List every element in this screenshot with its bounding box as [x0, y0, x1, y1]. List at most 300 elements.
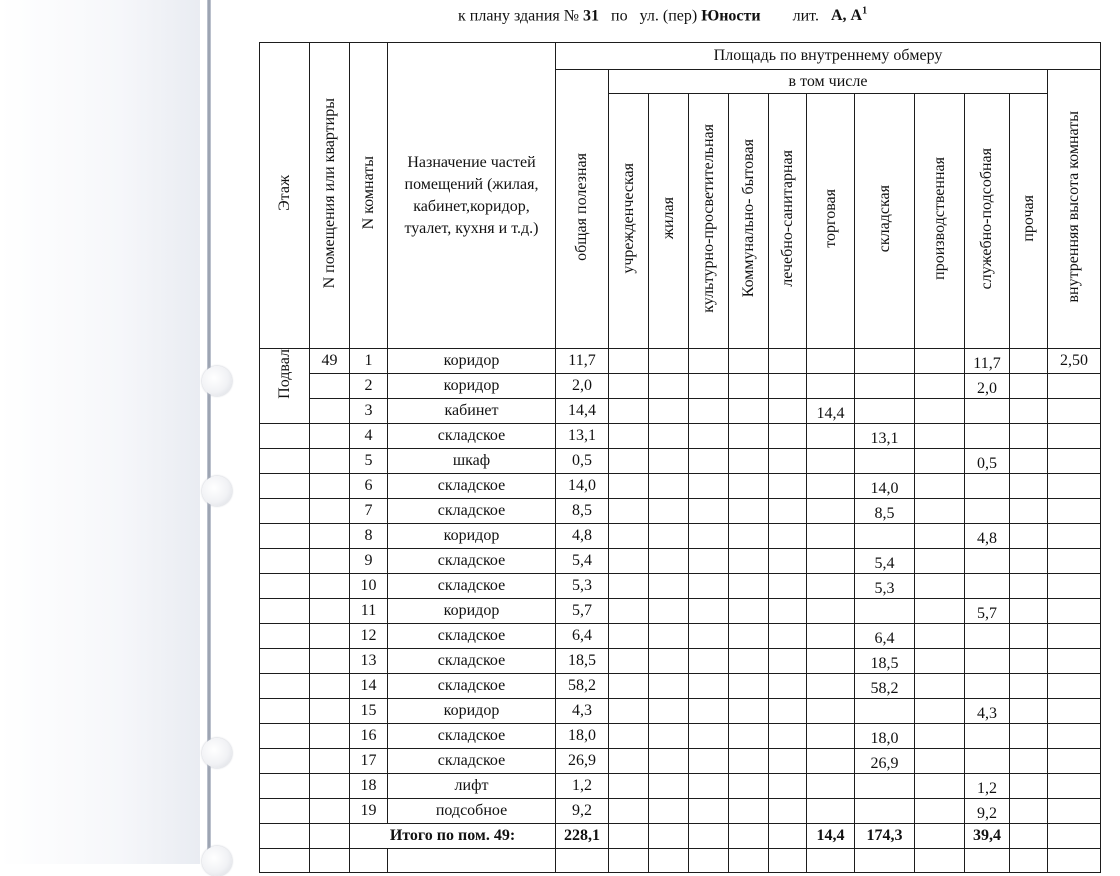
production-area-cell	[915, 749, 965, 774]
empty-area-cell	[729, 599, 769, 624]
empty-area-cell	[729, 374, 769, 399]
purpose-cell: кабинет	[388, 399, 556, 424]
empty-area-cell	[609, 749, 649, 774]
empty-area-cell	[689, 524, 729, 549]
height-cell	[1048, 474, 1101, 499]
empty-area-cell	[729, 449, 769, 474]
empty-area-cell	[649, 399, 689, 424]
other-area-cell	[1010, 649, 1048, 674]
building-number: 31	[583, 7, 600, 25]
room-number-cell: 18	[350, 774, 388, 799]
empty-area-cell	[649, 574, 689, 599]
empty-area-cell	[769, 349, 807, 374]
empty-area-cell	[649, 349, 689, 374]
table-row	[260, 524, 1101, 549]
storage-area-cell: 58,2	[855, 674, 915, 699]
room-number-cell: 10	[350, 574, 388, 599]
production-area-cell	[915, 624, 965, 649]
apartment-number-cell	[310, 724, 350, 749]
empty-cell	[965, 848, 1010, 873]
empty-area-cell	[649, 449, 689, 474]
storage-area-cell	[855, 374, 915, 399]
room-number-cell: 1	[350, 349, 388, 374]
empty-area-cell	[609, 649, 649, 674]
production-area-cell	[915, 374, 965, 399]
empty-area-cell	[769, 749, 807, 774]
production-area-cell	[915, 599, 965, 624]
service-area-cell	[965, 674, 1010, 699]
empty-area-cell	[649, 699, 689, 724]
service-area-cell	[965, 649, 1010, 674]
table-row	[260, 674, 1101, 699]
empty-cell	[689, 848, 729, 873]
total-area-cell: 0,5	[556, 449, 609, 474]
col-header-storage: складская	[855, 94, 915, 349]
storage-area-cell: 5,3	[855, 574, 915, 599]
apartment-number-cell	[310, 374, 350, 399]
empty-area-cell	[769, 374, 807, 399]
trade-area-cell	[807, 349, 855, 374]
trade-area-cell	[807, 549, 855, 574]
floor-cell	[260, 674, 310, 699]
room-number-cell: 2	[350, 374, 388, 399]
apartment-number-cell	[310, 424, 350, 449]
empty-area-cell	[609, 349, 649, 374]
explication-table	[259, 42, 1101, 873]
empty-area-cell	[769, 624, 807, 649]
height-cell: 2,50	[1048, 349, 1101, 374]
service-area-cell	[965, 749, 1010, 774]
total-area-cell: 5,3	[556, 574, 609, 599]
empty-area-cell	[769, 649, 807, 674]
empty-area-cell	[729, 424, 769, 449]
other-area-cell	[1010, 624, 1048, 649]
apartment-number-cell: 49	[310, 349, 350, 374]
production-area-cell	[915, 399, 965, 424]
totals-row	[260, 824, 1101, 849]
other-area-cell	[1010, 824, 1048, 849]
empty-area-cell	[649, 724, 689, 749]
purpose-cell: коридор	[388, 599, 556, 624]
purpose-cell: складское	[388, 574, 556, 599]
floor-cell	[260, 824, 310, 849]
other-area-cell	[1010, 774, 1048, 799]
floor-cell	[260, 474, 310, 499]
floor-cell	[260, 624, 310, 649]
table-row	[260, 574, 1101, 599]
empty-area-cell	[729, 549, 769, 574]
total-area-cell: 1,2	[556, 774, 609, 799]
total-area-cell: 18,0	[556, 724, 609, 749]
empty-area-cell	[609, 774, 649, 799]
table-row	[260, 749, 1101, 774]
col-header-trade: торговая	[807, 94, 855, 349]
production-area-cell	[915, 824, 965, 849]
empty-area-cell	[769, 699, 807, 724]
empty-area-cell	[649, 374, 689, 399]
other-area-cell	[1010, 474, 1048, 499]
empty-cell	[1048, 848, 1101, 873]
other-area-cell	[1010, 749, 1048, 774]
service-area-cell	[965, 499, 1010, 524]
table-row	[260, 724, 1101, 749]
empty-area-cell	[649, 749, 689, 774]
production-area-cell	[915, 424, 965, 449]
storage-area-cell: 18,0	[855, 724, 915, 749]
empty-cell	[729, 848, 769, 873]
room-number-cell: 3	[350, 399, 388, 424]
total-area-cell: 14,4	[556, 399, 609, 424]
other-area-cell	[1010, 374, 1048, 399]
storage-area-cell	[855, 799, 915, 824]
height-cell	[1048, 799, 1101, 824]
apartment-number-cell	[310, 774, 350, 799]
empty-area-cell	[649, 549, 689, 574]
empty-cell	[649, 848, 689, 873]
col-header-household: Коммунально- бытовая	[729, 94, 769, 349]
empty-cell	[855, 848, 915, 873]
apartment-number-cell	[310, 499, 350, 524]
purpose-cell: складское	[388, 424, 556, 449]
total-area-cell: 5,4	[556, 549, 609, 574]
floor-cell	[260, 799, 310, 824]
empty-area-cell	[689, 624, 729, 649]
service-area-cell	[965, 724, 1010, 749]
binder-edge	[207, 0, 211, 864]
production-area-cell	[915, 774, 965, 799]
floor-cell	[260, 574, 310, 599]
empty-cell	[769, 848, 807, 873]
total-area-cell: 8,5	[556, 499, 609, 524]
room-number-cell: 17	[350, 749, 388, 774]
col-header-production: производственная	[915, 94, 965, 349]
table-row	[260, 474, 1101, 499]
empty-area-cell	[729, 399, 769, 424]
production-area-cell	[915, 549, 965, 574]
empty-area-cell	[609, 574, 649, 599]
total-area-cell: 9,2	[556, 799, 609, 824]
empty-area-cell	[689, 449, 729, 474]
room-number-cell: 9	[350, 549, 388, 574]
other-area-cell	[1010, 499, 1048, 524]
punch-hole	[202, 366, 232, 396]
height-cell	[1048, 574, 1101, 599]
table-row	[260, 399, 1101, 424]
trade-area-cell	[807, 624, 855, 649]
empty-area-cell	[689, 749, 729, 774]
production-area-cell	[915, 699, 965, 724]
empty-cell	[609, 848, 649, 873]
lit-value: А, $А^1$	[830, 6, 868, 25]
height-cell	[1048, 449, 1101, 474]
height-cell	[1048, 399, 1101, 424]
empty-area-cell	[769, 674, 807, 699]
purpose-cell: складское	[388, 499, 556, 524]
empty-area-cell	[609, 524, 649, 549]
table-body	[260, 349, 1101, 873]
total-area-cell: 6,4	[556, 624, 609, 649]
empty-area-cell	[689, 374, 729, 399]
empty-area-cell	[729, 699, 769, 724]
floor-cell	[260, 649, 310, 674]
header-po: по	[611, 7, 628, 25]
empty-area-cell	[689, 349, 729, 374]
empty-cell	[556, 848, 609, 873]
empty-area-cell	[689, 799, 729, 824]
production-area-cell	[915, 449, 965, 474]
col-header-cultural: культурно-просветительная	[689, 94, 729, 349]
total-area-cell: 2,0	[556, 374, 609, 399]
production-area-cell	[915, 674, 965, 699]
height-cell	[1048, 774, 1101, 799]
table-row	[260, 449, 1101, 474]
service-area-cell	[965, 624, 1010, 649]
height-cell	[1048, 424, 1101, 449]
apartment-number-cell	[310, 624, 350, 649]
height-cell	[1048, 749, 1101, 774]
empty-area-cell	[609, 424, 649, 449]
floor-cell	[260, 449, 310, 474]
service-area-cell: 2,0	[965, 374, 1010, 399]
empty-area-cell	[609, 474, 649, 499]
empty-area-cell	[649, 774, 689, 799]
purpose-cell: шкаф	[388, 449, 556, 474]
height-cell	[1048, 624, 1101, 649]
empty-row	[260, 848, 1101, 873]
trade-area-cell: 14,4	[807, 399, 855, 424]
trade-area-sum: 14,4	[807, 824, 855, 849]
street-prefix: ул. (пер)	[639, 7, 698, 25]
empty-area-cell	[609, 399, 649, 424]
service-area-sum: 39,4	[965, 824, 1010, 849]
purpose-cell: складское	[388, 624, 556, 649]
table-row	[260, 599, 1101, 624]
production-area-cell	[915, 474, 965, 499]
apartment-number-cell	[310, 824, 350, 849]
empty-area-cell	[729, 749, 769, 774]
service-area-cell	[965, 399, 1010, 424]
empty-area-cell	[689, 399, 729, 424]
empty-area-cell	[729, 499, 769, 524]
storage-area-cell: 13,1	[855, 424, 915, 449]
col-header-medical: лечебно-санитарная	[769, 94, 807, 349]
production-area-cell	[915, 724, 965, 749]
floor-cell	[260, 774, 310, 799]
total-area-sum: 228,1	[556, 824, 609, 849]
apartment-number-cell	[310, 449, 350, 474]
service-area-cell: 5,7	[965, 599, 1010, 624]
empty-area-cell	[769, 824, 807, 849]
total-area-cell: 14,0	[556, 474, 609, 499]
purpose-cell: коридор	[388, 374, 556, 399]
col-header-room-number: N комнаты	[350, 43, 388, 349]
height-cell	[1048, 699, 1101, 724]
empty-area-cell	[689, 674, 729, 699]
other-area-cell	[1010, 674, 1048, 699]
floor-name: Подвал	[275, 349, 293, 399]
storage-area-cell	[855, 399, 915, 424]
empty-area-cell	[769, 499, 807, 524]
room-number-cell: 4	[350, 424, 388, 449]
empty-area-cell	[689, 724, 729, 749]
production-area-cell	[915, 524, 965, 549]
empty-area-cell	[769, 474, 807, 499]
apartment-number-cell	[310, 399, 350, 424]
table-row	[260, 774, 1101, 799]
table-row	[260, 499, 1101, 524]
total-area-cell: 4,3	[556, 699, 609, 724]
purpose-cell: коридор	[388, 349, 556, 374]
room-number-cell: 8	[350, 524, 388, 549]
empty-area-cell	[729, 349, 769, 374]
trade-area-cell	[807, 499, 855, 524]
service-area-cell	[965, 549, 1010, 574]
empty-cell	[915, 848, 965, 873]
empty-area-cell	[649, 424, 689, 449]
empty-area-cell	[729, 624, 769, 649]
service-area-cell: 1,2	[965, 774, 1010, 799]
storage-area-cell: 8,5	[855, 499, 915, 524]
other-area-cell	[1010, 424, 1048, 449]
empty-area-cell	[769, 449, 807, 474]
floor-cell	[260, 724, 310, 749]
floor-cell	[260, 699, 310, 724]
empty-area-cell	[769, 724, 807, 749]
empty-area-cell	[689, 474, 729, 499]
empty-area-cell	[609, 799, 649, 824]
empty-area-cell	[649, 649, 689, 674]
empty-area-cell	[609, 449, 649, 474]
storage-area-cell	[855, 699, 915, 724]
table-row	[260, 624, 1101, 649]
trade-area-cell	[807, 799, 855, 824]
empty-area-cell	[729, 524, 769, 549]
empty-area-cell	[769, 599, 807, 624]
empty-area-cell	[649, 524, 689, 549]
empty-area-cell	[609, 374, 649, 399]
production-area-cell	[915, 574, 965, 599]
production-area-cell	[915, 799, 965, 824]
empty-area-cell	[649, 799, 689, 824]
purpose-cell: складское	[388, 549, 556, 574]
room-number-cell: 6	[350, 474, 388, 499]
trade-area-cell	[807, 649, 855, 674]
total-area-cell: 18,5	[556, 649, 609, 674]
trade-area-cell	[807, 674, 855, 699]
totals-label: Итого по пом. 49:	[350, 824, 556, 849]
table-row	[260, 799, 1101, 824]
trade-area-cell	[807, 749, 855, 774]
height-cell	[1048, 374, 1101, 399]
room-number-cell: 19	[350, 799, 388, 824]
table-row	[260, 699, 1101, 724]
height-cell	[1048, 824, 1101, 849]
height-cell	[1048, 599, 1101, 624]
storage-area-cell	[855, 774, 915, 799]
empty-area-cell	[609, 599, 649, 624]
empty-area-cell	[609, 699, 649, 724]
other-area-cell	[1010, 599, 1048, 624]
apartment-number-cell	[310, 749, 350, 774]
production-area-cell	[915, 349, 965, 374]
punch-hole	[202, 846, 232, 876]
col-header-height: внутренняя высота комнаты	[1048, 70, 1101, 349]
floor-cell	[260, 349, 310, 424]
service-area-cell	[965, 574, 1010, 599]
other-area-cell	[1010, 449, 1048, 474]
empty-area-cell	[689, 824, 729, 849]
empty-area-cell	[729, 574, 769, 599]
total-area-cell: 58,2	[556, 674, 609, 699]
empty-area-cell	[729, 674, 769, 699]
storage-area-cell: 26,9	[855, 749, 915, 774]
floor-cell	[260, 599, 310, 624]
header-prefix: к плану здания №	[458, 7, 580, 25]
other-area-cell	[1010, 574, 1048, 599]
height-cell	[1048, 674, 1101, 699]
empty-area-cell	[729, 474, 769, 499]
trade-area-cell	[807, 724, 855, 749]
storage-area-cell	[855, 599, 915, 624]
empty-area-cell	[769, 549, 807, 574]
purpose-cell: лифт	[388, 774, 556, 799]
room-number-cell: 15	[350, 699, 388, 724]
floor-cell	[260, 424, 310, 449]
trade-area-cell	[807, 574, 855, 599]
production-area-cell	[915, 649, 965, 674]
storage-area-cell: 6,4	[855, 624, 915, 649]
empty-area-cell	[769, 799, 807, 824]
purpose-cell: складское	[388, 649, 556, 674]
empty-area-cell	[649, 824, 689, 849]
room-number-cell: 5	[350, 449, 388, 474]
height-cell	[1048, 549, 1101, 574]
col-header-including: в том числе	[609, 70, 1048, 94]
punch-hole	[202, 476, 232, 506]
service-area-cell: 0,5	[965, 449, 1010, 474]
other-area-cell	[1010, 799, 1048, 824]
other-area-cell	[1010, 524, 1048, 549]
service-area-cell: 4,3	[965, 699, 1010, 724]
col-header-floor: Этаж	[260, 43, 310, 349]
apartment-number-cell	[310, 674, 350, 699]
empty-area-cell	[689, 774, 729, 799]
total-area-cell: 26,9	[556, 749, 609, 774]
col-header-purpose: Назначение частей помещений (жилая, кабинет,коридор, туалет, кухня и т.д.)	[388, 43, 556, 349]
floor-cell	[260, 749, 310, 774]
empty-area-cell	[649, 599, 689, 624]
service-area-cell: 11,7	[965, 349, 1010, 374]
apartment-number-cell	[310, 474, 350, 499]
trade-area-cell	[807, 774, 855, 799]
punch-hole	[202, 738, 232, 768]
empty-area-cell	[689, 549, 729, 574]
floor-cell	[260, 499, 310, 524]
trade-area-cell	[807, 424, 855, 449]
empty-area-cell	[689, 649, 729, 674]
empty-cell	[350, 848, 388, 873]
storage-area-sum: 174,3	[855, 824, 915, 849]
purpose-cell: складское	[388, 749, 556, 774]
other-area-cell	[1010, 349, 1048, 374]
empty-cell	[388, 848, 556, 873]
empty-area-cell	[689, 574, 729, 599]
total-area-cell: 11,7	[556, 349, 609, 374]
empty-area-cell	[729, 724, 769, 749]
table-row	[260, 374, 1101, 399]
purpose-cell: складское	[388, 474, 556, 499]
other-area-cell	[1010, 549, 1048, 574]
